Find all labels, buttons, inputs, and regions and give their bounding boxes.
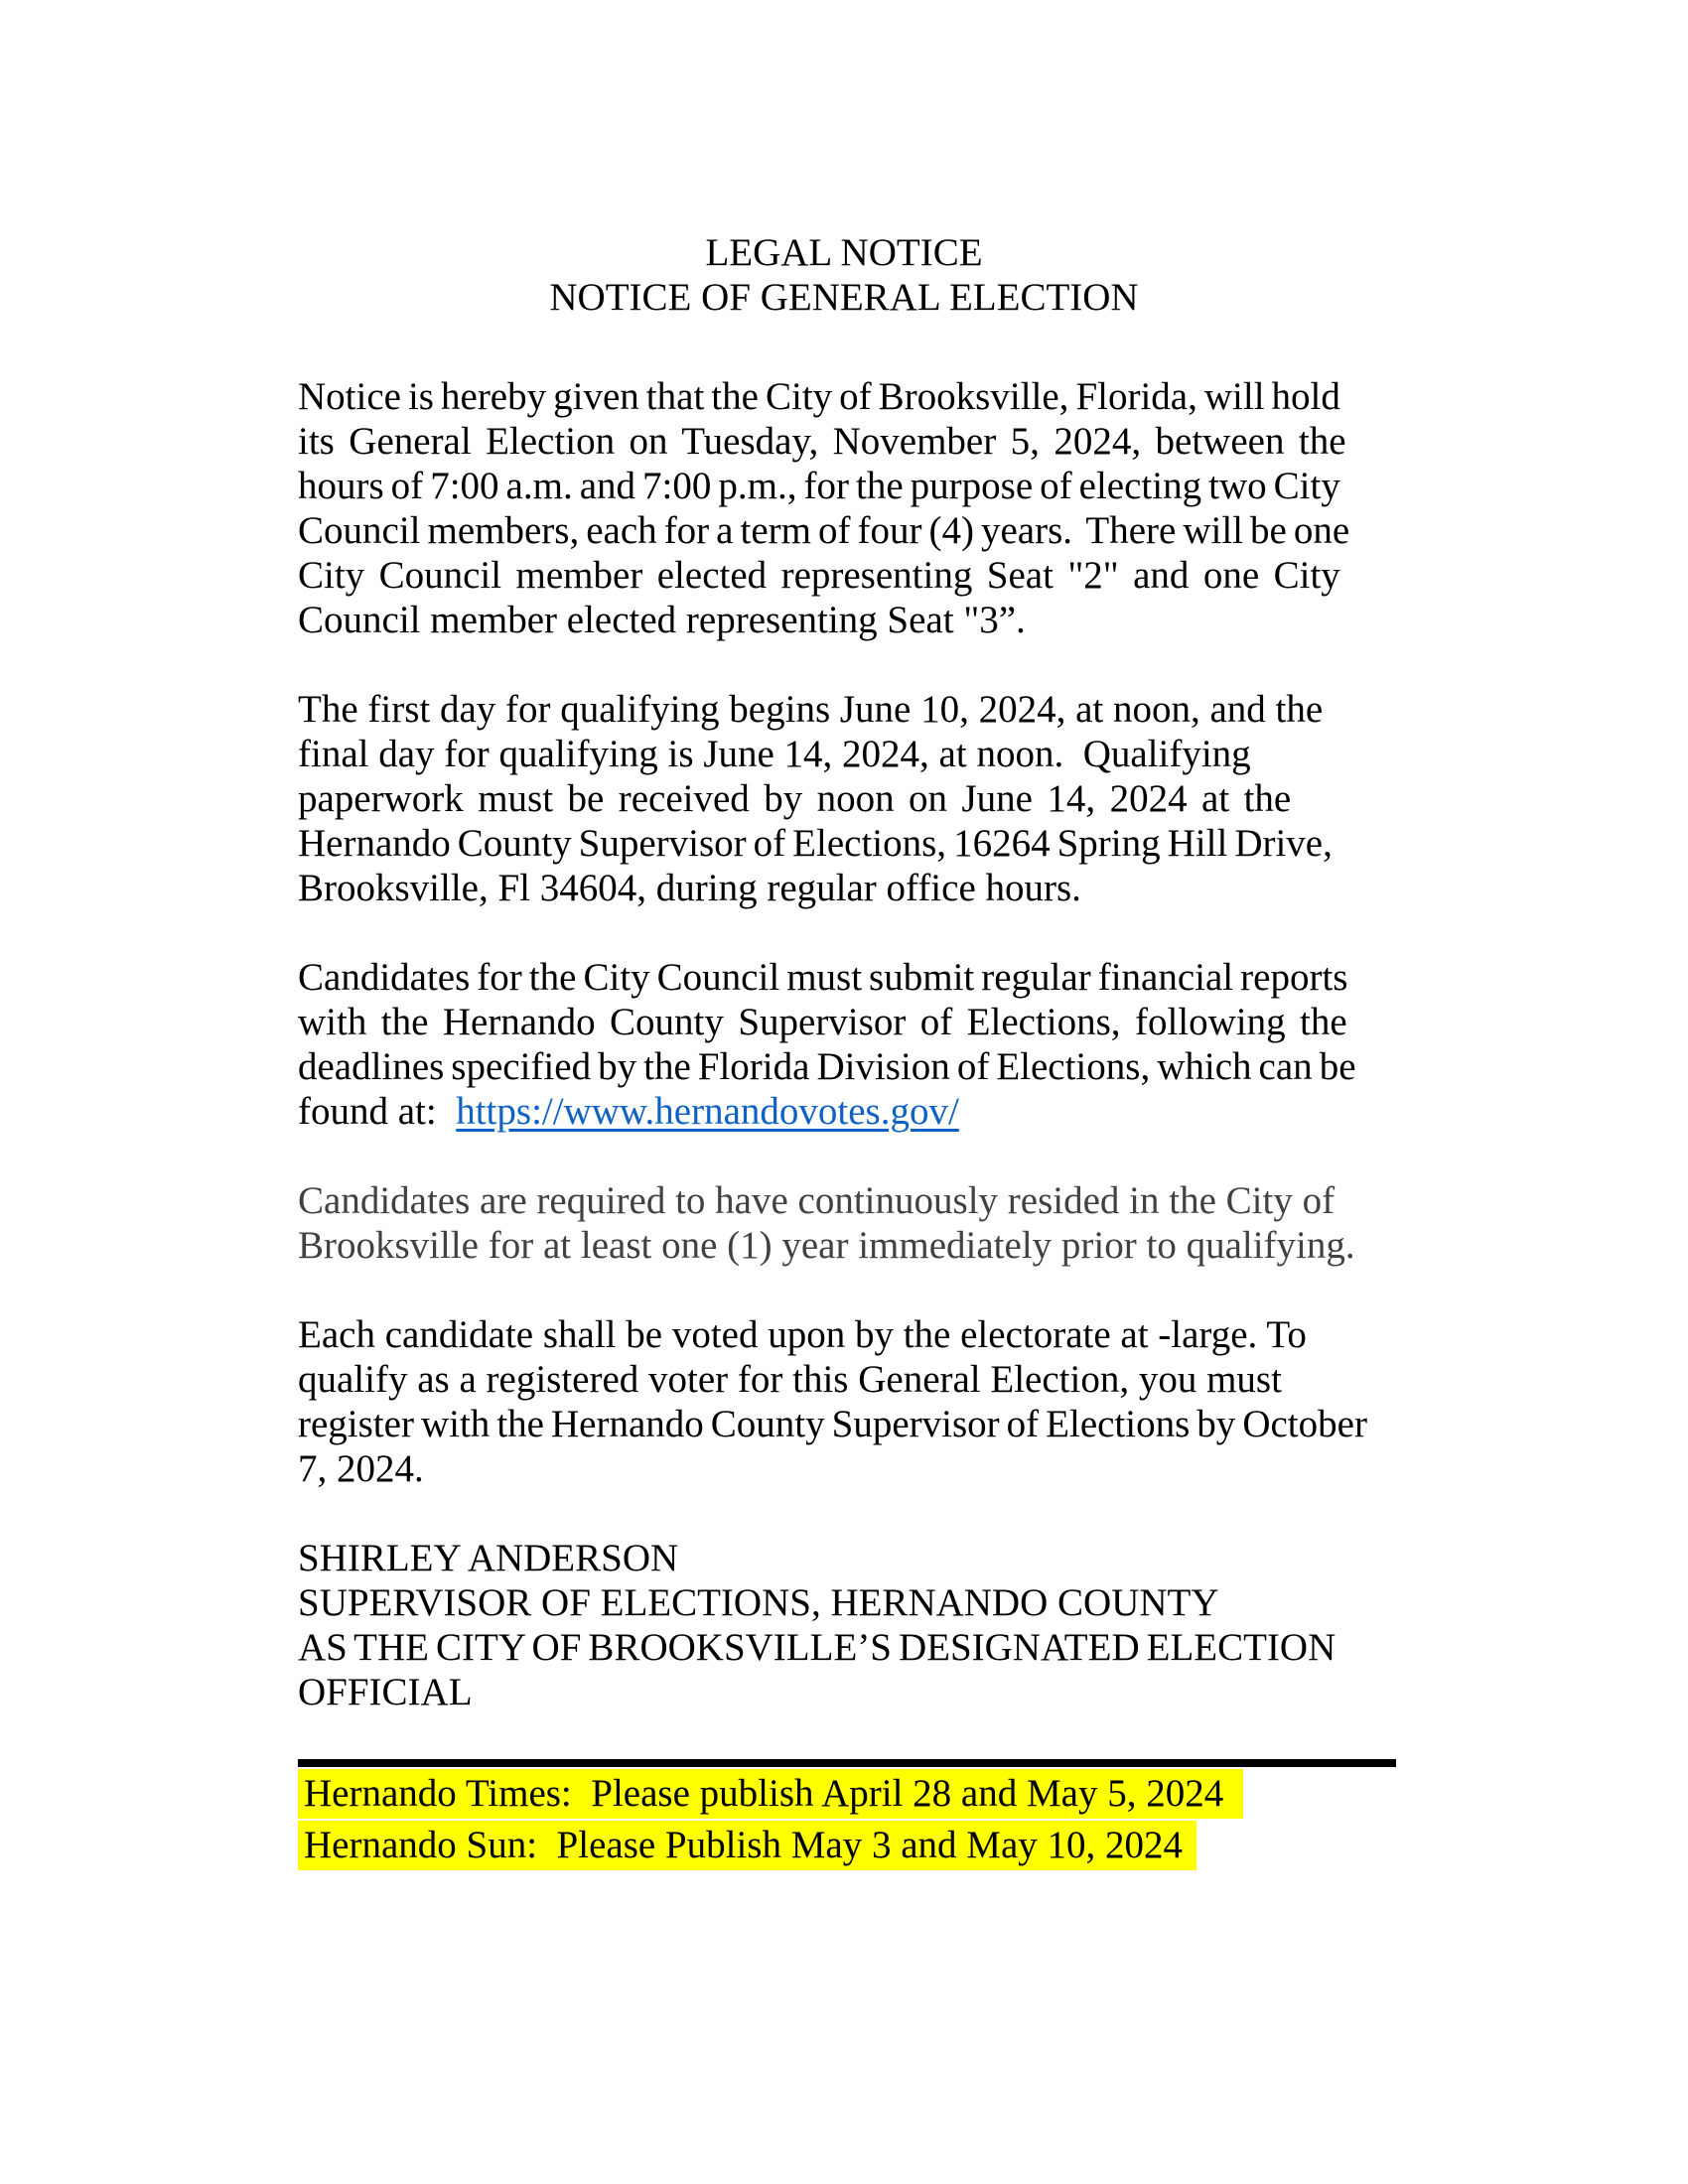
divider-rule <box>298 1759 1396 1767</box>
highlighted-text: Hernando Sun: Please Publish May 3 and May 10, 2024 <box>298 1821 1196 1870</box>
signer-role-line: AS THE CITY OF BROOKSVILLE’S DESIGNATED ELECTION <box>298 1626 1336 1669</box>
link-line <box>298 1089 1390 1134</box>
text-line: Brooksville, Fl 34604, during regular office hours. <box>298 867 1081 909</box>
text-line: paperwork must be received by noon on June 14, 2024 at the <box>298 777 1292 820</box>
signer-name: SHIRLEY ANDERSON <box>298 1537 679 1579</box>
text-line: with the Hernando County Supervisor of Elections, following the <box>298 1001 1347 1043</box>
text-line: Council member elected representing Seat "3”. <box>298 599 1026 641</box>
paragraph-voter-registration <box>298 1312 1390 1491</box>
title-line-legal-notice: LEGAL NOTICE <box>705 231 983 274</box>
text-line: hours of 7:00 a.m. and 7:00 p.m., for the purpose of electing two City <box>298 465 1340 507</box>
paragraph-residency-requirement <box>298 1178 1390 1268</box>
paragraph-financial-reports <box>298 955 1390 1134</box>
link-prefix-text: found at: <box>298 1090 457 1133</box>
document-title <box>298 230 1390 320</box>
text-line: The first day for qualifying begins June 10, 2024, at noon, and the <box>298 688 1324 731</box>
text-line: 7, 2024. <box>298 1447 424 1490</box>
paragraph-qualifying-dates <box>298 687 1390 910</box>
signer-role-line: OFFICIAL <box>298 1671 473 1713</box>
publish-note-line <box>298 1769 1396 1819</box>
text-line: Brooksville for at least one (1) year immediately prior to qualifying. <box>298 1224 1355 1267</box>
signature-block <box>298 1536 1390 1714</box>
text-line: Council members, each for a term of four (4) years. There will be one <box>298 509 1350 552</box>
text-line: deadlines specified by the Florida Division of Elections, which can be <box>298 1045 1356 1088</box>
highlighted-text: Hernando Times: Please publish April 28 and May 5, 2024 <box>298 1769 1243 1819</box>
text-line: Candidates are required to have continuously resided in the City of <box>298 1179 1336 1222</box>
hernandovotes-link[interactable]: https://www.hernandovotes.gov/ <box>456 1090 959 1133</box>
text-line: qualify as a registered voter for this General Election, you must <box>298 1358 1282 1401</box>
text-line: Hernando County Supervisor of Elections, 16264 Spring Hill Drive, <box>298 822 1333 865</box>
publisher-notes <box>298 1759 1396 1870</box>
text-line: City Council member elected representing Seat "2" and one City <box>298 554 1340 597</box>
text-line: Notice is hereby given that the City of Brooksville, Florida, will hold <box>298 375 1340 418</box>
text-line: Each candidate shall be voted upon by the electorate at -large. To <box>298 1313 1307 1356</box>
text-line: register with the Hernando County Supervisor of Elections by October <box>298 1403 1367 1445</box>
paragraph-election-announcement <box>298 374 1390 642</box>
text-line: Candidates for the City Council must submit regular financial reports <box>298 956 1348 999</box>
document-body <box>298 230 1390 1870</box>
signer-title: SUPERVISOR OF ELECTIONS, HERNANDO COUNTY <box>298 1581 1219 1624</box>
text-line: its General Election on Tuesday, November 5, 2024, between the <box>298 420 1346 463</box>
title-line-notice-of-general-election: NOTICE OF GENERAL ELECTION <box>549 276 1139 319</box>
publish-note-line <box>298 1821 1396 1870</box>
text-line: final day for qualifying is June 14, 2024, at noon. Qualifying <box>298 733 1251 775</box>
